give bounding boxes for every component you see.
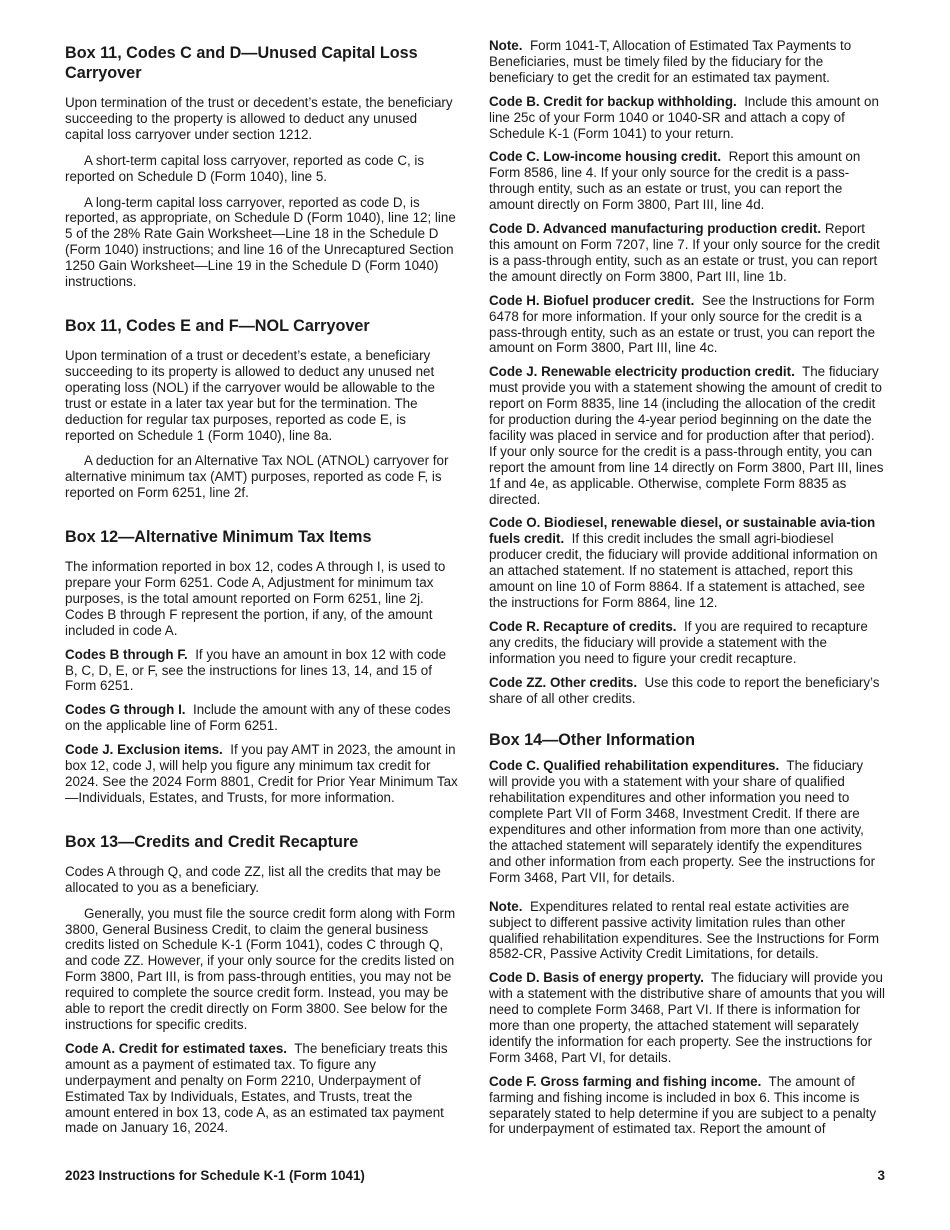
box12-codes-b-f: Codes B through F. If you have an amount in box 12 with code B, C, D, E, or F, see the instructions for lines 13, 14, and 15 of Form 6251. bbox=[65, 646, 447, 694]
box11cd-paragraph: Upon termination of the trust or decedent’s estate, the beneficiary succeeding to the property is allowed to deduct any unused capital loss carryover under section 1212. bbox=[65, 95, 453, 142]
footer-title: 2023 Instructions for Schedule K-1 (Form 1041) bbox=[65, 1168, 365, 1183]
box12-codes-g-i: Codes G through I. Include the amount with any of these codes on the applicable line of Form 6251. bbox=[65, 702, 451, 734]
left-column bbox=[65, 38, 459, 1144]
page-footer bbox=[65, 1168, 885, 1183]
box12-paragraph: The information reported in box 12, codes A through I, is used to prepare your Form 6251. Code A, Adjustment for minimum tax purposes, is the total amount reported on Form 6251, line 2j. Codes B through F represent the portion, if any, of the amount included in code A. bbox=[65, 559, 446, 638]
box11ef-paragraph: A deduction for an Alternative Tax NOL (ATNOL) carryover for alternative minimum tax (AMT) purposes, reported as code F, is reported on Form 6251, line 2f. bbox=[65, 453, 449, 501]
right-column bbox=[489, 38, 885, 1145]
box13-code-zz: Code ZZ. Other credits. Use this code to report the beneficiary’s share of all other credits. bbox=[489, 674, 880, 706]
box14-code-d: Code D. Basis of energy property. The fiduciary will provide you with a statement with the distributive share of amounts that you will need to complete Form 3468, Part VI. If there is information for more than one property, the attached statement will separately identify the information for each property. See the instructions for Form 3468, Part VI, for details. bbox=[489, 970, 885, 1065]
page-number: 3 bbox=[877, 1168, 885, 1183]
box12-heading: Box 12—Alternative Minimum Tax Items bbox=[65, 528, 372, 547]
box13-code-h: Code H. Biofuel producer credit. See the Instructions for Form 6478 for more information. If your only source for the credit is a pass-through entity, such as an estate or trust, you can report the amount on Form 3800, Part III, line 4c. bbox=[489, 292, 876, 356]
box14-note: Note. Expenditures related to rental real estate activities are subject to different passive activity limitation rules than other qualified rehabilitation expenditures. See the Instructions for Form 8582-CR, Passive Activity Credit Limitations, for details. bbox=[489, 898, 880, 962]
box11cd-paragraph: A long-term capital loss carryover, reported as code D, is reported, as appropriate, on Schedule D (Form 1040), line 12; line 5 of the 28% Rate Gain Worksheet—Line 18 in the Schedule D (Form 1040) instructions; and line 16 of the Unrecaptured Section 1250 Gain Worksheet—Line 19 in the Schedule D (Form 1040) instructions. bbox=[65, 194, 456, 290]
box13-code-c: Code C. Low-income housing credit. Report this amount on Form 8586, line 4. If your only source for the credit is a pass-through entity, such as an estate or trust, you can report the amount directly on Form 3800, Part III, line 4d. bbox=[489, 149, 861, 213]
box13-heading: Box 13—Credits and Credit Recapture bbox=[65, 832, 359, 851]
box13-paragraph: Codes A through Q, and code ZZ, list all the credits that may be allocated to you as a beneficiary. bbox=[65, 863, 441, 895]
box13-code-o: Code O. Biodiesel, renewable diesel, or sustainable avia-tion fuels credit. If this credit includes the small agri-biodiesel producer credit, the fiduciary will provide additional information on an attached statement. If no statement is attached, report this amount on line 10 of Form 8864. If a statement is attached, see the instructions for Form 8864, line 12. bbox=[489, 515, 878, 610]
box12-code-j: Code J. Exclusion items. If you pay AMT in 2023, the amount in box 12, code J, will help you figure any minimum tax credit for 2024. See the 2024 Form 8801, Credit for Prior Year Minimum Tax—Individuals, Estates, and Trusts, for more information. bbox=[65, 742, 458, 805]
box11ef-heading: Box 11, Codes E and F—NOL Carryover bbox=[65, 316, 370, 335]
box13-code-b: Code B. Credit for backup withholding. Include this amount on line 25c of your Form 1040 or 1040-SR and attach a copy of Schedule K-1 (Form 1041) to your return. bbox=[489, 93, 879, 141]
box11cd-paragraph: A short-term capital loss carryover, reported as code C, is reported on Schedule D (Form 1040), line 5. bbox=[65, 152, 425, 184]
box13-paragraph: Generally, you must file the source credit form along with Form 3800, General Business Credit, to claim the general business credits listed on Schedule K-1 (Form 1041), codes C through Q, and code ZZ. However, if your only source for the credits listed on Form 3800, Part III, is from pass-through entities, you may not be required to complete the source credit form. Instead, you may be able to report the credit directly on Form 3800. See below for the instructions for specific credits. bbox=[65, 905, 456, 1032]
box13-code-d: Code D. Advanced manufacturing production credit. Report this amount on Form 7207, line 7. If your only source for the credit is a pass-through entity, such as an estate or trust, you can report the amount directly on Form 3800, Part III, line 1b. bbox=[489, 221, 880, 284]
box13-code-j: Code J. Renewable electricity production credit. The fiduciary must provide you with a statement showing the amount of credit to report on Form 8835, line 14 (including the allocation of the credit for production during the 4-year period beginning on the date the facility was placed in service and for production after that period). If your only source for the credit is a pass-through entity, you can report the amount from line 14 directly on Form 3800, Part III, lines 1f and 4e, as applicable. Otherwise, complete Form 8835 as directed. bbox=[489, 364, 884, 507]
box11ef-paragraph: Upon termination of a trust or decedent’s estate, a beneficiary succeeding to its property is allowed to deduct any unused net operating loss (NOL) if the carryover would be allowable to the trust or estate in a later tax year but for the termination. The deduction for regular tax purposes, reported as code E, is reported on Schedule 1 (Form 1040), line 8a. bbox=[65, 347, 435, 443]
box14-code-f: Code F. Gross farming and fishing income. The amount of farming and fishing income is included in box 6. This income is separately stated to help determine if you are subject to a penalty for underpayment of estimated tax. Report the amount of bbox=[489, 1073, 877, 1137]
box13-code-a: Code A. Credit for estimated taxes. The beneficiary treats this amount as a payment of estimated tax. To figure any underpayment and penalty on Form 2210, Underpayment of Estimated Tax by Individuals, Estates, and Trusts, treat the amount entered in box 13, code A, as an estimated tax payment made on January 16, 2024. bbox=[65, 1040, 448, 1136]
box11cd-heading: Box 11, Codes C and D—Unused Capital Loss Carryover bbox=[65, 44, 418, 82]
box14-code-c: Code C. Qualified rehabilitation expenditures. The fiduciary will provide you with a statement with your share of qualified rehabilitation expenditures and other information you need to complete Part VII of Form 3468, Investment Credit. If there are expenditures and other information from more than one activity, the attached statement will separately identify the expenditures and other information from each property. See the instructions for Form 3468, Part VII, for details. bbox=[489, 758, 876, 885]
box13-code-r: Code R. Recapture of credits. If you are required to recapture any credits, the fiduciary will provide a statement with the information you need to figure your credit recapture. bbox=[489, 618, 868, 666]
box14-heading: Box 14—Other Information bbox=[489, 731, 695, 750]
note-estimated-tax: Note. Form 1041-T, Allocation of Estimated Tax Payments to Beneficiaries, must be timely filed by the fiduciary for the beneficiary to get the credit for an estimated tax payment. bbox=[489, 38, 852, 85]
